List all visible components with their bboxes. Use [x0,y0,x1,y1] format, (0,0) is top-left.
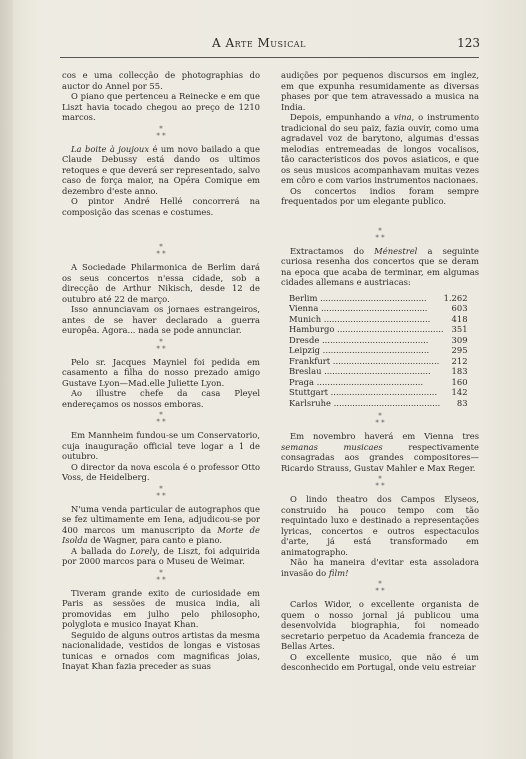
concert-row [289,366,468,377]
concert-count: 1.262 [443,292,468,303]
right-paragraph: O excellente musico, que não é um desconhecido em Portugal, onde veiu estreiar [281,651,479,672]
concert-city: Breslau ........................................ [289,366,431,376]
right-column [281,70,479,673]
left-paragraph: Em Mannheim fundou-se um Conservatorio, cuja inauguração official teve logar a 1 de outubro. [62,430,260,461]
left-paragraph: Pelo sr. Jacques Mayniel foi pedida em casamento a filha do nosso prezado amigo Gustave Lyon—Mad.elle Juliette Lyon. [62,356,260,388]
journal-title: A Arte Musical [212,36,306,50]
section-separator: * * * [156,124,166,140]
concert-count: 183 [451,366,468,376]
concert-city: Hamburgo ........................................ [289,324,444,334]
left-paragraph: La boite à joujoux é um novo bailado a que Claude Debussy está dando os ultimos retoques e que deverá ser representado, salvo caso de força maior, na Opéra Comique em dezembro d'este anno. [62,143,260,196]
concert-count: 160 [451,376,468,387]
concert-row [289,314,468,325]
concert-row [289,303,468,314]
left-paragraph: Tiveram grande exito de curiosidade em Paris as sessões de musica india, ali promovidas em julho pelo philosopho, polyglota e musico Inayat Khan. [62,587,260,629]
concert-row [289,398,468,409]
concert-row [289,356,468,367]
concert-city: Leipzig ........................................ [289,345,430,355]
concert-row [289,345,468,356]
left-paragraph: N'uma venda particular de autographos que se fez ultimamente em Iena, adjudicou-se por 400 marcos um manuscripto da Morte de Isolda de Wagner, para canto e piano. [62,503,260,545]
concert-city: Karlsruhe ........................................ [289,397,441,408]
concert-count: 351 [451,324,468,334]
section-separator: * * * [375,580,385,595]
concert-count: 212 [451,355,468,366]
concert-city: Frankfurt ........................................ [289,355,440,366]
right-paragraph: Depois, empunhando a vina, o instrumento tradicional do seu paiz, fazia ouvir, como uma agradavel voz de barytono, algumas d'essas melodias entremeadas de longos vocalisos, tão caracteristicos dos povos asiaticos, e que os seus musicos acompanhavam muitas vezes em côro e com varios instrumentos nacionaes. [281,112,479,185]
right-paragraph: Carlos Widor, o excellente organista de quem o nosso jornal já publicou uma desenvolvida biographia, foi nomeado secretario perpetuo da Academia franceza de Bellas Artes. [281,599,479,651]
concert-city: Vienna ........................................ [289,303,428,313]
concert-count: 295 [451,345,468,355]
left-paragraph: Ao illustre chefe da casa Pleyel endereçamos os nossos emboras. [62,388,260,409]
left-paragraph: O director da nova escola é o professor Otto Voss, de Heidelberg. [62,461,260,482]
concert-count-table [289,293,468,409]
left-paragraph: O piano que pertenceu a Reinecke e em que Liszt havia tocado chegou ao preço de 1210 marcos. [62,91,260,122]
left-paragraph: cos e uma collecção de photographias do auctor do Annel por 55. [62,70,260,91]
right-paragraph: Não ha maneira d'evitar esta assoladora invasão do film! [281,557,479,578]
concert-city: Dresde ........................................ [289,334,429,345]
right-paragraph: Extractamos do Ménestrel a seguinte curiosa resenha dos concertos que se deram na epoca que acaba de terminar, em algumas cidades allemans e austriacas: [281,245,479,287]
concert-row [289,293,468,304]
concert-city: Stuttgart ........................................ [289,387,438,397]
right-paragraph: Em novembro haverá em Vienna tres semanas musicaes respectivamente consagradas aos grandes compositores—Ricardo Strauss, Gustav Mahler e Max Reger. [281,431,479,473]
concert-row [289,335,468,346]
right-paragraph: audições por pequenos discursos em inglez, em que expunha resumidamente as diversas phases por que tem atravessado a musica na India. [281,70,479,112]
concert-count: 309 [451,334,468,345]
left-paragraph: O pintor André Hellé concorrerá na composição das scenas e costumes. [62,196,260,217]
right-paragraph: O lindo theatro dos Campos Elyseos, construido ha pouco tempo com tão requintado luxo e destinado a representações lyricas, concertos e outros espectaculos d'arte, já está transformado em animatographo. [281,494,479,557]
section-separator: * * * [156,484,166,500]
left-paragraph: Seguido de alguns outros artistas da mesma nacionalidade, vestidos de longas e vistosas tunicas e ornados com magnificas joias, Inayat Khan fazia preceder as suas [62,629,260,671]
right-paragraph: Os concertos indios foram sempre frequentados por um elegante publico. [281,185,479,206]
section-separator: * * * [156,411,166,426]
left-column [62,70,260,672]
running-header [60,36,480,50]
concert-row [289,377,468,388]
page-number: 123 [457,36,480,50]
left-paragraph: A Sociedade Philarmonica de Berlim dará os seus concertos n'essa cidade, sob a direcção de Arthur Nikisch, desde 12 de outubro até 22 de março. [62,262,260,304]
concert-row [289,387,468,398]
concert-count: 418 [451,313,468,324]
concert-count: 83 [456,397,468,408]
concert-city: Praga ........................................ [289,376,424,387]
concert-row [289,324,468,335]
concert-count: 603 [451,303,468,313]
section-separator: * * * [156,568,166,584]
left-paragraph: Isso annunciavam os jornaes estrangeiros, antes de se haver declarado a guerra europêa. Agora... nada se pode annunciar. [62,304,260,335]
section-separator: * * * [375,412,385,427]
section-separator: * * * [375,475,385,490]
section-separator: * * * [156,243,166,258]
concert-city: Berlim ........................................ [289,292,427,303]
concert-city: Munich ........................................ [289,313,431,324]
section-separator: * * * [375,226,385,242]
concert-count: 142 [451,387,468,397]
binding-gutter [0,0,13,759]
left-paragraph: A ballada do Lorely, de Liszt, foi adquirida por 2000 marcos para o Museu de Weimar. [62,545,260,566]
header-rule [60,57,479,58]
section-separator: * * * [156,337,166,353]
